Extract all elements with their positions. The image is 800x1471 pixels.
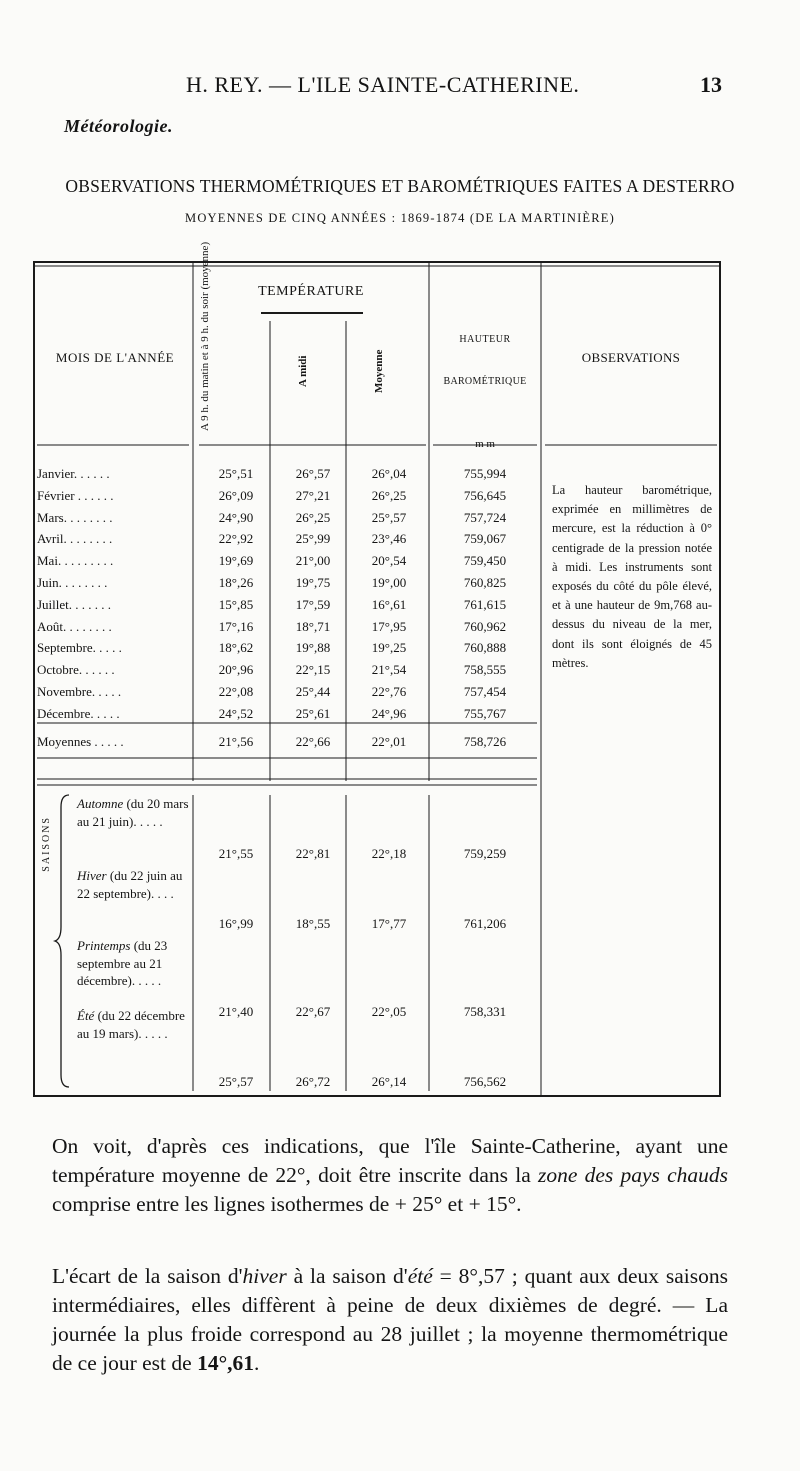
season-name: [77, 795, 193, 830]
temp-noon: 22°,15: [295, 662, 331, 678]
temp-morning: 26°,09: [218, 487, 254, 503]
temp-noon: 26°,25: [295, 509, 331, 525]
season-title: Été: [77, 1008, 95, 1023]
temp-mean: 21°,54: [371, 662, 407, 678]
paragraph-2-text-b: à la saison d': [286, 1264, 408, 1288]
month-name: Octobre. . . . . .: [37, 662, 115, 678]
paragraph-2: [52, 1262, 728, 1378]
means-label: Moyennes . . . . .: [37, 734, 124, 749]
season-range: (du 23 septembre au 21 décembre). . . . .: [77, 938, 168, 989]
temp-morning: 18°,62: [218, 640, 254, 656]
header-height: HAUTEUR: [459, 334, 511, 345]
season-morning: 21°,55: [218, 846, 254, 861]
means-baro: 758,726: [463, 734, 507, 749]
baro-height: 758,555: [463, 662, 507, 678]
baro-height: 760,825: [463, 575, 507, 590]
observations-note: La hauteur barométrique, exprimée en millimètres de mercure, est la réduction à 0° centigrade de la pression notée à midi. Les instruments sont exposés du côté du pôle élevé, et à une hauteur de 9m,768 au-dessus du niveau de la mer, dont ils sont éloignés de 45 mètres.: [552, 483, 712, 670]
season-noon: 18°,55: [295, 916, 331, 931]
temp-morning: 24°,90: [218, 509, 254, 525]
temp-morning: 24°,52: [218, 705, 254, 721]
header-morning-evening: A 9 h. du matin et à 9 h. du soir (moyenne): [199, 241, 211, 431]
temp-mean: 19°,00: [371, 575, 407, 590]
temp-noon: 25°,44: [295, 684, 331, 699]
header-noon: A midi: [297, 355, 309, 387]
weather-table: [33, 241, 721, 1097]
means-mean: 22°,01: [371, 734, 407, 749]
temp-noon: 18°,71: [295, 618, 331, 634]
temp-noon: 25°,61: [295, 705, 331, 721]
season-range: (du 20 mars au 21 juin). . . . .: [77, 796, 189, 829]
header-observations: OBSERVATIONS: [581, 350, 681, 365]
temp-morning: 22°,92: [218, 531, 254, 547]
baro-height: 761,615: [463, 596, 507, 612]
paragraph-2-em-ete: été: [407, 1264, 433, 1288]
season-noon: 26°,72: [295, 1074, 331, 1089]
season-baro: 759,259: [463, 846, 507, 861]
season-baro: 756,562: [463, 1074, 507, 1089]
temp-mean: 22°,76: [371, 684, 407, 699]
table-title: OBSERVATIONS THERMOMÉTRIQUES ET BAROMÉTRIQUES FAITES A DESTERRO: [65, 176, 735, 196]
paragraph-1-emphasis: zone des pays chauds: [537, 1163, 728, 1187]
temp-mean: 16°,61: [371, 596, 407, 612]
temp-mean: 20°,54: [371, 553, 407, 569]
season-morning: 25°,57: [218, 1074, 254, 1089]
temp-morning: 15°,85: [218, 596, 254, 612]
header-temperature: TEMPÉRATURE: [258, 284, 364, 299]
header-mean: Moyenne: [373, 349, 385, 393]
temp-mean: 26°,04: [371, 466, 407, 481]
month-name: Mai. . . . . . . . .: [37, 553, 114, 569]
baro-height: 759,067: [463, 531, 507, 547]
season-baro: 758,331: [463, 1004, 507, 1019]
temp-noon: 17°,59: [295, 596, 331, 612]
baro-height: 759,450: [463, 553, 507, 569]
temp-mean: 25°,57: [371, 509, 407, 525]
season-range: (du 22 juin au 22 septembre). . . .: [77, 868, 183, 901]
season-title: Hiver: [77, 868, 107, 883]
temp-noon: 26°,57: [295, 466, 331, 481]
baro-height: 757,454: [463, 684, 507, 699]
temp-noon: 25°,99: [295, 531, 331, 547]
month-name: Janvier. . . . . .: [37, 466, 110, 481]
season-name: [77, 867, 193, 902]
month-name: Septembre. . . . .: [37, 640, 122, 656]
paragraph-2-em-hiver: hiver: [242, 1264, 287, 1288]
month-name: Décembre. . . . .: [37, 705, 120, 721]
temp-mean: 26°,25: [371, 487, 407, 503]
temp-morning: 20°,96: [218, 662, 254, 678]
temp-morning: 17°,16: [218, 618, 254, 634]
baro-height: 755,767: [463, 705, 507, 721]
unit-mm: m m: [475, 438, 495, 450]
temp-morning: 22°,08: [218, 684, 254, 699]
paragraph-2-text-d: .: [254, 1351, 260, 1375]
temp-mean: 23°,46: [371, 531, 407, 547]
baro-height: 760,888: [463, 640, 507, 656]
month-name: Août. . . . . . . .: [37, 618, 112, 634]
season-title: Automne: [77, 796, 124, 811]
baro-height: 756,645: [463, 487, 507, 503]
temp-morning: 19°,69: [218, 553, 254, 569]
month-name: Juin. . . . . . . .: [37, 575, 108, 590]
month-name: Novembre. . . . .: [37, 684, 122, 699]
paragraph-2-text-c: = 8°,57 ; quant aux deux saisons intermédiaires, elles diffèrent à peine de deux dixièmes de degré. — La journée la plus froide correspond au 28 juillet ; la moyenne thermométrique de ce jour est de: [52, 1264, 729, 1375]
season-name: [77, 1007, 193, 1042]
paragraph-1-text-b: comprise entre les lignes isothermes de + 25° et + 15°.: [52, 1192, 522, 1216]
season-noon: 22°,81: [295, 846, 331, 861]
season-mean: 22°,18: [371, 846, 407, 861]
paragraph-2-bold-value: 14°,61: [197, 1351, 255, 1375]
means-morning: 21°,56: [218, 734, 254, 749]
page-number: 13: [700, 72, 722, 97]
baro-height: 755,994: [463, 466, 507, 481]
season-morning: 16°,99: [218, 916, 254, 931]
season-title: Printemps: [77, 938, 131, 953]
season-mean: 22°,05: [371, 1004, 407, 1019]
season-morning: 21°,40: [218, 1004, 254, 1019]
month-name: Mars. . . . . . . .: [37, 509, 113, 525]
baro-height: 757,724: [463, 509, 507, 525]
temp-noon: 27°,21: [295, 487, 331, 503]
table-subtitle: MOYENNES DE CINQ ANNÉES : 1869-1874 (DE LA MARTINIÈRE): [185, 211, 615, 225]
temp-morning: 25°,51: [218, 466, 254, 481]
season-mean: 26°,14: [371, 1074, 407, 1089]
paragraph-1: [52, 1132, 728, 1219]
paragraph-1-text-a: On voit, d'après ces indications, que l'île Sainte-Catherine, ayant une température moyenne de 22°, doit être inscrite dans la: [52, 1134, 728, 1187]
month-name: Juillet. . . . . . .: [37, 596, 112, 612]
seasons-label: SAISONS: [41, 816, 52, 872]
season-noon: 22°,67: [295, 1004, 331, 1019]
month-name: Avril. . . . . . . .: [37, 531, 113, 547]
temp-mean: 17°,95: [371, 618, 407, 634]
season-mean: 17°,77: [371, 916, 407, 931]
baro-height: 760,962: [463, 618, 507, 634]
temp-noon: 21°,00: [295, 553, 331, 569]
section-title: Météorologie.: [64, 116, 173, 136]
season-name: [77, 937, 193, 990]
temp-noon: 19°,75: [295, 575, 331, 590]
month-name: Février . . . . . .: [37, 487, 114, 503]
running-head: H. REY. — L'ILE SAINTE-CATHERINE.: [186, 72, 580, 97]
means-noon: 22°,66: [295, 734, 331, 749]
temp-noon: 19°,88: [295, 640, 331, 656]
temp-mean: 19°,25: [371, 640, 407, 656]
header-barometric: BAROMÉTRIQUE: [443, 376, 527, 387]
season-range: (du 22 décembre au 19 mars). . . . .: [77, 1008, 185, 1041]
temp-morning: 18°,26: [218, 575, 254, 590]
header-month: MOIS DE L'ANNÉE: [55, 350, 175, 365]
season-baro: 761,206: [463, 916, 507, 931]
paragraph-2-text-a: L'écart de la saison d': [52, 1264, 243, 1288]
temp-mean: 24°,96: [371, 705, 407, 721]
